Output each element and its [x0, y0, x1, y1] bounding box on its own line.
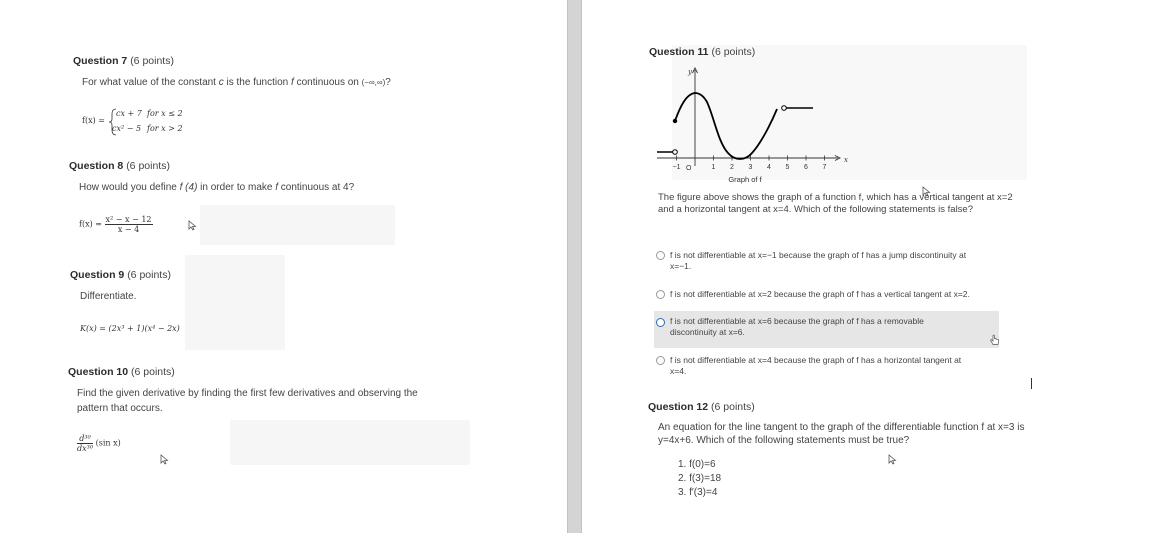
q11-origin-label: O: [686, 165, 692, 172]
q8-prompt-text: How would you define: [79, 182, 180, 193]
left-page: [0, 0, 567, 533]
q11-option-3[interactable]: [654, 311, 999, 348]
q11-x-tick-label: −1: [672, 164, 681, 171]
q11-graph: [652, 62, 852, 187]
mouse-pointer-icon: [160, 454, 169, 465]
q10-prompt-line1: Find the given derivative by finding the first few derivatives and observing the: [77, 388, 418, 399]
q10-heading: [68, 366, 175, 378]
q7-prompt-text: continuous on: [293, 77, 362, 88]
q11-x-tick-label: 3: [748, 164, 753, 171]
ghost-block: [200, 205, 395, 245]
q10-number: Question 10: [68, 366, 129, 378]
hand-pointer-icon: [990, 334, 1000, 346]
q11-closed-point: [673, 119, 677, 123]
q7-prompt-f: f: [291, 77, 294, 88]
q11-x-tick-label: 5: [785, 164, 790, 171]
q8-prompt-text: in order to make: [197, 182, 276, 193]
q8-number: Question 8: [69, 160, 124, 172]
q7-piece2-expr: cx² − 5: [112, 124, 142, 133]
q7-prompt-text: For what value of the constant: [82, 77, 219, 88]
q11-option-4[interactable]: [654, 353, 999, 379]
q8-points: (6 points): [126, 160, 170, 172]
q11-option-4-line2: x=4.: [670, 366, 687, 376]
q11-x-label: x: [844, 156, 848, 164]
q10-deriv-fraction: [77, 434, 93, 453]
q7-heading: [73, 55, 174, 67]
q8-fraction: [105, 215, 153, 234]
q11-option-2-line1: f is not differentiable at x=2 because the graph of f has a vertical tangent at x=2.: [670, 289, 970, 299]
q7-points: (6 points): [130, 55, 174, 67]
q12-points: (6 points): [711, 401, 755, 413]
q9-heading: [70, 269, 171, 281]
right-page: [582, 0, 1151, 533]
q11-open-point-left: [673, 150, 678, 155]
q11-option-3-line1: f is not differentiable at x=6 because the graph of f has a removable: [670, 316, 924, 326]
q9-expression: K(x) = (2x³ + 1)(x⁴ − 2x): [80, 324, 180, 333]
q11-prompt-line1: The figure above shows the graph of a function f, which has a vertical tangent at x=2: [658, 192, 1013, 203]
q8-numerator: x² − x − 12: [105, 215, 152, 224]
q7-prompt-text: is the function: [223, 77, 292, 88]
q10-deriv-num: d³⁰: [77, 434, 93, 444]
q11-option-4-radio[interactable]: [656, 356, 665, 365]
q11-open-point-right: [782, 106, 787, 111]
q11-prompt-line2: and a horizontal tangent at x=4. Which of the following statements is false?: [658, 204, 974, 215]
q10-derivative: [77, 434, 121, 453]
q8-fx: f(x) =: [79, 219, 102, 229]
q12-heading: [648, 401, 755, 413]
ghost-block: [230, 420, 470, 465]
q12-prompt-line2: y=4x+6. Which of the following statements must be true?: [658, 435, 910, 446]
mouse-pointer-icon: [888, 454, 897, 465]
q11-number: Question 11: [649, 46, 709, 58]
q9-number: Question 9: [70, 269, 125, 281]
q8-prompt: [79, 180, 354, 195]
q8-function: [79, 215, 153, 234]
q8-prompt-f4: f (4): [179, 182, 198, 193]
q11-points: (6 points): [711, 46, 756, 58]
q12-number: Question 12: [648, 401, 709, 413]
q12-statement-2: 2. f(3)=18: [678, 473, 722, 484]
q11-graph-caption: Graph of f: [728, 175, 762, 184]
q11-option-1-line2: x=−1.: [670, 261, 692, 271]
q8-denominator: x − 4: [117, 225, 140, 234]
q9-points: (6 points): [127, 269, 171, 281]
mouse-pointer-icon: [188, 220, 197, 231]
q7-fx: f(x) =: [82, 116, 105, 125]
q10-points: (6 points): [131, 366, 175, 378]
q10-prompt-line2: pattern that occurs.: [77, 403, 163, 414]
q11-option-2-radio[interactable]: [656, 290, 665, 299]
q7-piecewise: [82, 108, 212, 136]
q11-x-tick-label: 7: [822, 164, 827, 171]
q12-statement-1: 1. f(0)=6: [678, 459, 716, 470]
text-caret: [1031, 378, 1032, 389]
q11-y-label: y: [688, 68, 692, 76]
q7-prompt-c: c: [218, 77, 224, 88]
q10-deriv-den: dx³⁰: [77, 444, 94, 453]
q11-option-1-radio[interactable]: [656, 251, 665, 260]
q7-piece1-expr: cx + 7: [116, 109, 142, 118]
q12-prompt-line1: An equation for the line tangent to the graph of the differentiable function f at x=3 is: [658, 422, 1025, 433]
q9-prompt: Differentiate.: [80, 291, 137, 302]
q11-x-tick-label: 4: [767, 164, 771, 171]
q11-x-tick-label: 6: [804, 164, 808, 171]
q8-prompt-text: continuous at 4?: [278, 182, 355, 193]
q11-option-4-line1: f is not differentiable at x=4 because the graph of f has a horizontal tangent at: [670, 355, 962, 365]
q7-prompt: [82, 75, 391, 90]
q11-option-3-line2: discontinuity at x=6.: [670, 327, 745, 337]
q11-option-2[interactable]: [654, 287, 999, 302]
q7-piece1-cond: for x ≤ 2: [147, 109, 183, 118]
q11-main-curve: [675, 93, 777, 159]
q10-deriv-arg: (sin x): [95, 438, 121, 448]
q7-interval: (−∞,∞): [361, 78, 386, 87]
q11-option-1[interactable]: [654, 248, 999, 274]
q8-heading: [69, 160, 170, 172]
q12-statement-list: [678, 458, 721, 500]
q7-piece2-cond: for x > 2: [147, 124, 183, 133]
ghost-block: [185, 255, 285, 350]
q11-option-3-radio[interactable]: [656, 318, 665, 327]
q11-x-tick-label: 2: [730, 164, 734, 171]
q11-x-tick-label: 1: [711, 164, 716, 171]
q11-option-1-line1: f is not differentiable at x=−1 because the graph of f has a jump discontinuity at: [670, 250, 967, 260]
page-divider: [567, 0, 582, 533]
q7-prompt-end: ?: [385, 77, 391, 88]
q8-prompt-f: f: [275, 182, 278, 193]
q7-number: Question 7: [73, 55, 128, 67]
q12-statement-3: 3. f′(3)=4: [678, 487, 718, 498]
q11-heading: [649, 46, 755, 58]
